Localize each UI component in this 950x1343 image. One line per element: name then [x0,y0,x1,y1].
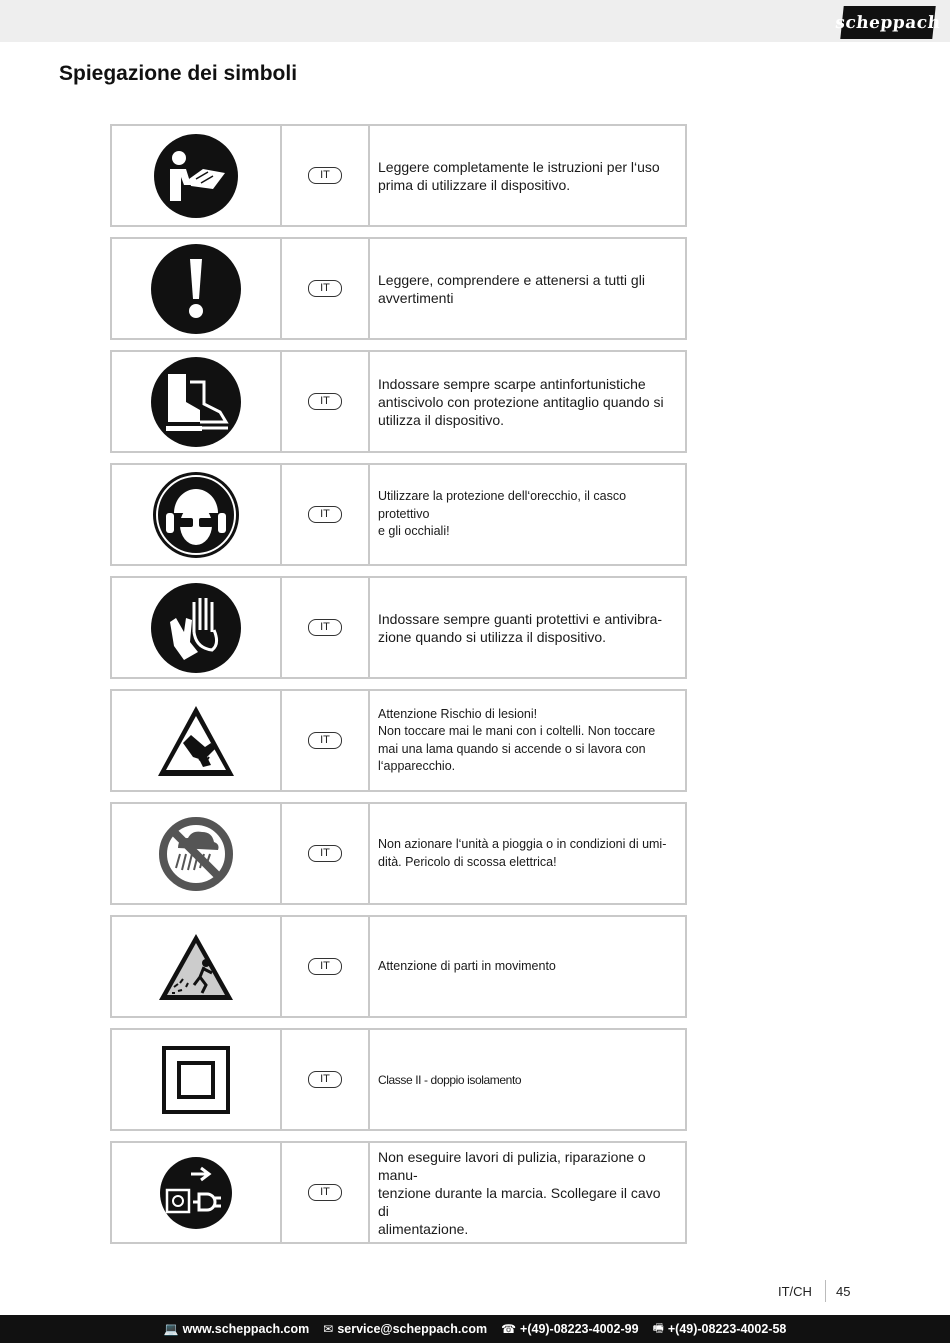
language-cell [282,465,370,564]
symbol-row [110,576,687,679]
footer-divider [825,1280,826,1302]
description-cell [370,1030,685,1129]
symbol-description: Non eseguire lavori di pulizia, riparazione o manu- tenzione durante la marcia. Scollegare il cavo di alimentazione. [378,1148,661,1237]
description-cell [370,239,685,338]
phone-icon: ☎ [501,1322,517,1336]
description-cell [370,126,685,225]
symbol-description: Utilizzare la protezione dell‘orecchio, il casco protettivo e gli occhiali! [378,489,627,539]
contact-bar [0,1315,950,1343]
symbol-cell [112,1143,282,1242]
language-badge: IT [308,1184,342,1201]
symbol-description: Leggere completamente le istruzioni per l‘uso prima di utilizzare il dispositivo. [378,158,660,193]
language-badge: IT [308,167,342,184]
symbol-cell [112,465,282,564]
symbol-cell [112,1030,282,1129]
contact-email[interactable] [323,1322,487,1336]
symbol-cell [112,804,282,903]
language-cell [282,1030,370,1129]
language-cell [282,691,370,790]
symbol-cell [112,239,282,338]
symbol-row [110,1141,687,1244]
symbol-row [110,689,687,792]
symbol-cell [112,578,282,677]
phone-text: +(49)-08223-4002-99 [520,1322,639,1336]
language-badge: IT [308,958,342,975]
email-text: service@scheppach.com [337,1322,488,1336]
language-cell [282,804,370,903]
description-cell [370,352,685,451]
flying-parts-warning-icon [156,931,236,1003]
warning-exclamation-icon [150,243,242,335]
description-cell [370,1143,685,1242]
description-cell [370,804,685,903]
language-cell [282,352,370,451]
unplug-icon [159,1156,233,1230]
page-footer [0,1280,950,1304]
language-badge: IT [308,732,342,749]
language-badge: IT [308,845,342,862]
language-cell [282,917,370,1016]
language-badge: IT [308,506,342,523]
safety-boots-icon [150,356,242,448]
protective-gloves-icon [150,582,242,674]
contact-phone [501,1322,638,1336]
language-code: IT/CH [778,1284,812,1299]
symbol-description: Attenzione di parti in movimento [378,958,556,973]
symbol-description: Leggere, comprendere e attenersi a tutti gli avvertimenti [378,271,645,306]
symbol-description: Non azionare l‘unità a pioggia o in condizioni di umi- dità. Pericolo di scossa elettrica! [378,837,667,869]
language-cell [282,1143,370,1242]
description-cell [370,578,685,677]
description-cell [370,465,685,564]
symbol-row [110,915,687,1018]
symbol-description: Attenzione Rischio di lesioni! Non toccare mai le mani con i coltelli. Non toccare mai una lama quando si accende o si lavora con l‘apparecchio. [378,706,656,773]
mail-icon: ✉ [323,1322,334,1336]
language-cell [282,578,370,677]
ear-head-eye-protection-icon [152,471,240,559]
symbol-cell [112,352,282,451]
symbol-description: Indossare sempre guanti protettivi e antivibra- zione quando si utilizza il dispositivo. [378,610,663,645]
language-cell [282,239,370,338]
laptop-icon: 💻 [163,1322,179,1336]
symbol-row [110,1028,687,1131]
symbol-description: Classe II - doppio isolamento [378,1072,522,1087]
language-badge: IT [308,280,342,297]
website-text: www.scheppach.com [182,1322,310,1336]
contact-fax [653,1319,787,1340]
language-cell [282,126,370,225]
page-title: Spiegazione dei simboli [59,62,298,85]
symbol-cell [112,691,282,790]
contact-website[interactable] [164,1322,310,1336]
symbol-row [110,463,687,566]
hand-cut-warning-icon [155,703,237,779]
brand-logo: scheppach [840,6,935,39]
symbol-row [110,802,687,905]
page-number: 45 [836,1284,851,1299]
language-badge: IT [308,619,342,636]
read-manual-icon [153,133,239,219]
fax-text: +(49)-08223-4002-58 [667,1322,787,1336]
symbol-cell [112,917,282,1016]
language-badge: IT [308,1071,342,1088]
no-rain-icon [158,816,234,892]
symbol-row [110,350,687,453]
description-cell [370,691,685,790]
description-cell [370,917,685,1016]
symbol-row [110,124,687,227]
language-badge: IT [308,393,342,410]
class-ii-insulation-icon [161,1045,231,1115]
fax-icon: 🖷 [652,1320,664,1335]
symbol-description: Indossare sempre scarpe antinfortunistiche antiscivolo con protezione antitaglio quando si utilizza il dispositivo. [378,375,664,428]
top-bar [0,0,950,42]
symbol-cell [112,126,282,225]
symbol-row [110,237,687,340]
